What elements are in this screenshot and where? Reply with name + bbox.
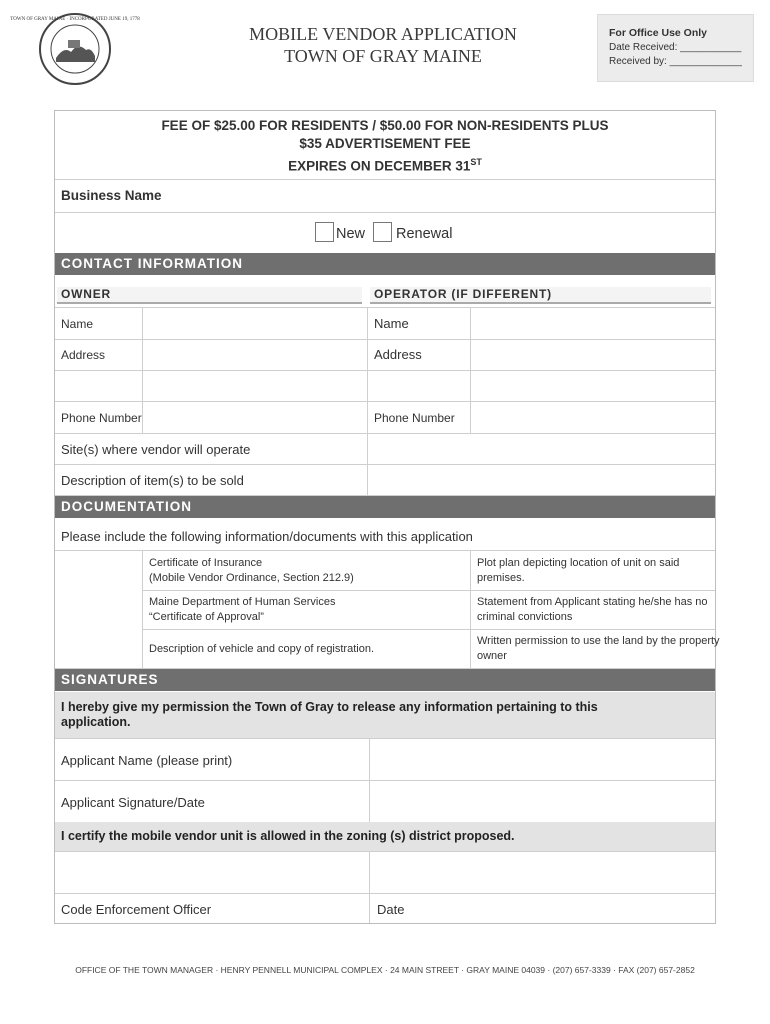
owner-name-label: Name — [61, 317, 94, 331]
contact-section-header: CONTACT INFORMATION — [55, 253, 715, 275]
page-title: MOBILE VENDOR APPLICATION — [249, 24, 517, 44]
doc-item-right — [477, 634, 720, 664]
business-name-input[interactable] — [150, 182, 710, 210]
seal-text: TOWN OF GRAY MAINE · INCORPORATED JUNE 19, 1778 — [10, 17, 140, 22]
operator-name-input[interactable] — [471, 308, 714, 338]
doc-item-left — [149, 595, 335, 625]
description-input[interactable] — [368, 465, 714, 494]
operator-address-input[interactable] — [471, 340, 714, 400]
doc-item-right — [477, 556, 679, 586]
date-received-field[interactable]: Date Received: ___________ — [609, 42, 742, 53]
date-label: Date — [377, 902, 405, 917]
operator-name-label: Name — [374, 316, 409, 331]
doc-item-text: Maine Department of Human Services — [149, 596, 336, 608]
officer-label: Code Enforcement Officer — [61, 902, 212, 917]
sites-label: Site(s) where vendor will operate — [61, 442, 251, 457]
doc-item-text: Written permission to use the land by the property — [477, 635, 720, 647]
signatures-section-header: SIGNATURES — [55, 669, 715, 691]
doc-item-right — [477, 595, 708, 625]
applicant-signature-label: Applicant Signature/Date — [61, 795, 205, 810]
description-label: Description of item(s) to be sold — [61, 473, 244, 488]
doc-item-text: Statement from Applicant stating he/she has no — [477, 596, 708, 608]
certify-statement: I certify the mobile vendor unit is allowed in the zoning (s) district proposed. — [55, 822, 715, 851]
divider — [142, 629, 715, 630]
new-checkbox[interactable] — [315, 222, 334, 242]
applicant-name-input[interactable] — [370, 739, 714, 779]
operator-address-label: Address — [374, 347, 422, 362]
sites-input[interactable] — [368, 434, 714, 463]
new-label: New — [336, 226, 366, 242]
doc-item-text: (Mobile Vendor Ordinance, Section 212.9) — [149, 572, 354, 584]
permission-statement — [55, 692, 715, 738]
doc-item-text: criminal convictions — [477, 611, 573, 623]
fee-line-2: $35 ADVERTISEMENT FEE — [299, 136, 471, 151]
operator-phone-label: Phone Number — [374, 411, 455, 425]
fee-line-1: FEE OF $25.00 FOR RESIDENTS / $50.00 FOR NON-RESIDENTS PLUS — [161, 118, 609, 133]
fee-notice — [55, 117, 715, 176]
footer-address: OFFICE OF THE TOWN MANAGER · HENRY PENNELL MUNICIPAL COMPLEX · 24 MAIN STREET · GRAY MAINE 04039 · (207) 657-3339 · FAX (207) 657-2852 — [75, 965, 695, 975]
owner-address-input[interactable] — [143, 340, 366, 400]
owner-header: OWNER — [57, 287, 362, 304]
permission-line-1: I hereby give my permission the Town of Gray to release any information pertaining to this — [61, 700, 598, 714]
divider — [55, 893, 715, 894]
divider — [142, 590, 715, 591]
received-by-field[interactable]: Received by: _____________ — [609, 56, 742, 67]
applicant-name-label: Applicant Name (please print) — [61, 753, 233, 768]
operator-phone-input[interactable] — [471, 402, 714, 432]
town-seal-logo — [10, 12, 140, 86]
owner-address-label: Address — [61, 348, 106, 362]
officer-date-input[interactable] — [370, 852, 714, 892]
divider — [55, 212, 715, 213]
office-use-heading: For Office Use Only — [609, 27, 708, 39]
doc-item-text: Plot plan depicting location of unit on said — [477, 557, 680, 569]
applicant-signature-input[interactable] — [370, 781, 714, 821]
doc-item-text: owner — [477, 650, 507, 662]
doc-item-text: Description of vehicle and copy of registration. — [149, 643, 375, 655]
office-use-box — [597, 14, 754, 82]
doc-item-text: “Certificate of Approval” — [149, 611, 264, 623]
owner-phone-input[interactable] — [143, 402, 366, 432]
fee-line-3: EXPIRES ON DECEMBER 31 — [288, 158, 471, 174]
documentation-section-header: DOCUMENTATION — [55, 496, 715, 518]
renewal-label: Renewal — [396, 226, 453, 242]
permission-line-2: application. — [61, 715, 131, 729]
doc-item-text: premises. — [477, 572, 525, 584]
divider — [55, 550, 715, 551]
doc-item-text: Certificate of Insurance — [149, 557, 263, 569]
officer-signature-input[interactable] — [56, 852, 368, 892]
divider — [142, 550, 143, 668]
divider — [55, 179, 715, 180]
owner-name-input[interactable] — [143, 308, 366, 338]
fee-line-3-sup: ST — [470, 157, 482, 167]
doc-item-left — [149, 642, 374, 657]
operator-header: OPERATOR (IF DIFFERENT) — [370, 287, 711, 304]
renewal-checkbox[interactable] — [373, 222, 392, 242]
divider — [470, 550, 471, 668]
page-subtitle: TOWN OF GRAY MAINE — [284, 46, 482, 66]
doc-item-left — [149, 556, 354, 586]
business-name-label: Business Name — [61, 188, 162, 203]
documentation-intro: Please include the following information/documents with this application — [61, 529, 473, 544]
owner-phone-label: Phone Number — [61, 411, 142, 425]
